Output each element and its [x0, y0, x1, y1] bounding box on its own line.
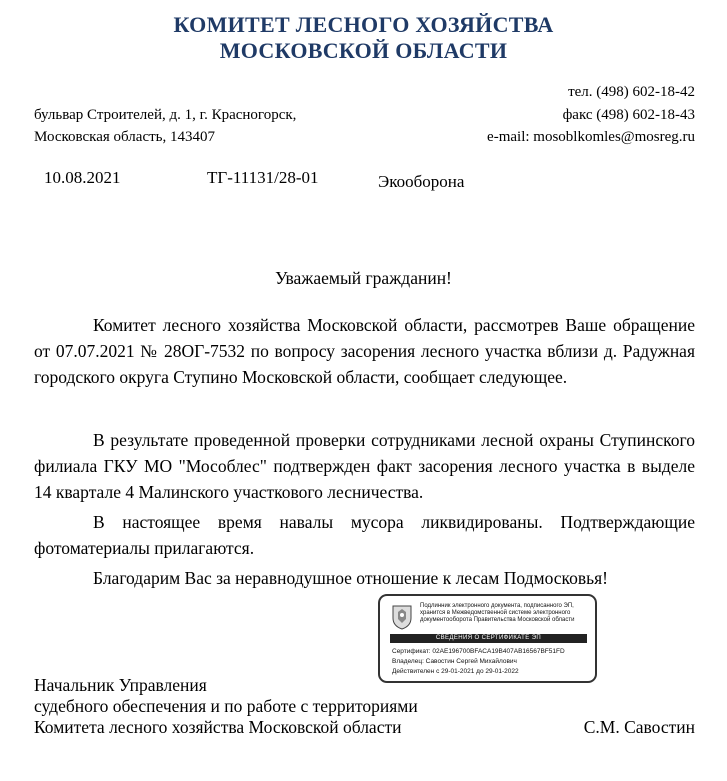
- paragraph-2: В результате проведенной проверки сотрудниками лесной охраны Ступинского филиала ГКУ МО "Мособлес" подтвержден факт засорения лесного участка в выделе 14 квартале 4 Малинского участкового лесничества.: [34, 430, 695, 502]
- coat-of-arms-icon: [391, 604, 413, 630]
- stamp-valid: Действителен с 29-01-2021 до 29-01-2022: [392, 668, 519, 675]
- signer-position-line3: Комитета лесного хозяйства Московской области: [34, 717, 402, 737]
- document-number: ТГ-11131/28-01: [207, 168, 319, 187]
- signer-position-line1: Начальник Управления: [34, 675, 207, 695]
- paragraph-4: Благодарим Вас за неравнодушное отношение к лесам Подмосковья!: [93, 568, 609, 588]
- signer-position-line2: судебного обеспечения и по работе с территориями: [34, 696, 418, 716]
- electronic-signature-stamp: [378, 594, 597, 683]
- stamp-note: Подлинник электронного документа, подписанного ЭП, хранится в Межведомственной системе электронного документооборота Правительства Московской области: [420, 603, 575, 623]
- fax: факс (498) 602-18-43: [562, 107, 695, 123]
- stamp-title: СВЕДЕНИЯ О СЕРТИФИКАТЕ ЭП: [390, 634, 587, 643]
- stamp-owner: Владелец: Савостин Сергей Михайлович: [392, 658, 517, 665]
- address-line1: бульвар Строителей, д. 1, г. Красногорск,: [34, 107, 297, 123]
- org-title-line1: КОМИТЕТ ЛЕСНОГО ХОЗЯЙСТВА: [173, 12, 554, 37]
- greeting: Уважаемый гражданин!: [275, 268, 452, 288]
- paragraph-1: Комитет лесного хозяйства Московской области, рассмотрев Ваше обращение от 07.07.2021 № 28ОГ-7532 по вопросу засорения лесного участка вблизи д. Радужная городского округа Ступино Московской области, сообщает следующее.: [34, 315, 695, 387]
- recipient: Экооборона: [378, 172, 465, 191]
- address-line2: Московская область, 143407: [34, 129, 215, 145]
- document-date: 10.08.2021: [44, 168, 121, 187]
- signer-name: С.М. Савостин: [583, 717, 695, 737]
- phone: тел. (498) 602-18-42: [568, 84, 695, 100]
- email: e-mail: mosoblkomles@mosreg.ru: [487, 129, 695, 145]
- paragraph-3: В настоящее время навалы мусора ликвидированы. Подтверждающие фотоматериалы прилагаются.: [34, 512, 695, 558]
- stamp-certificate: Сертификат: 02AE196700BFACA19B407AB16567BF51FD: [392, 648, 565, 655]
- org-title-line2: МОСКОВСКОЙ ОБЛАСТИ: [219, 38, 508, 63]
